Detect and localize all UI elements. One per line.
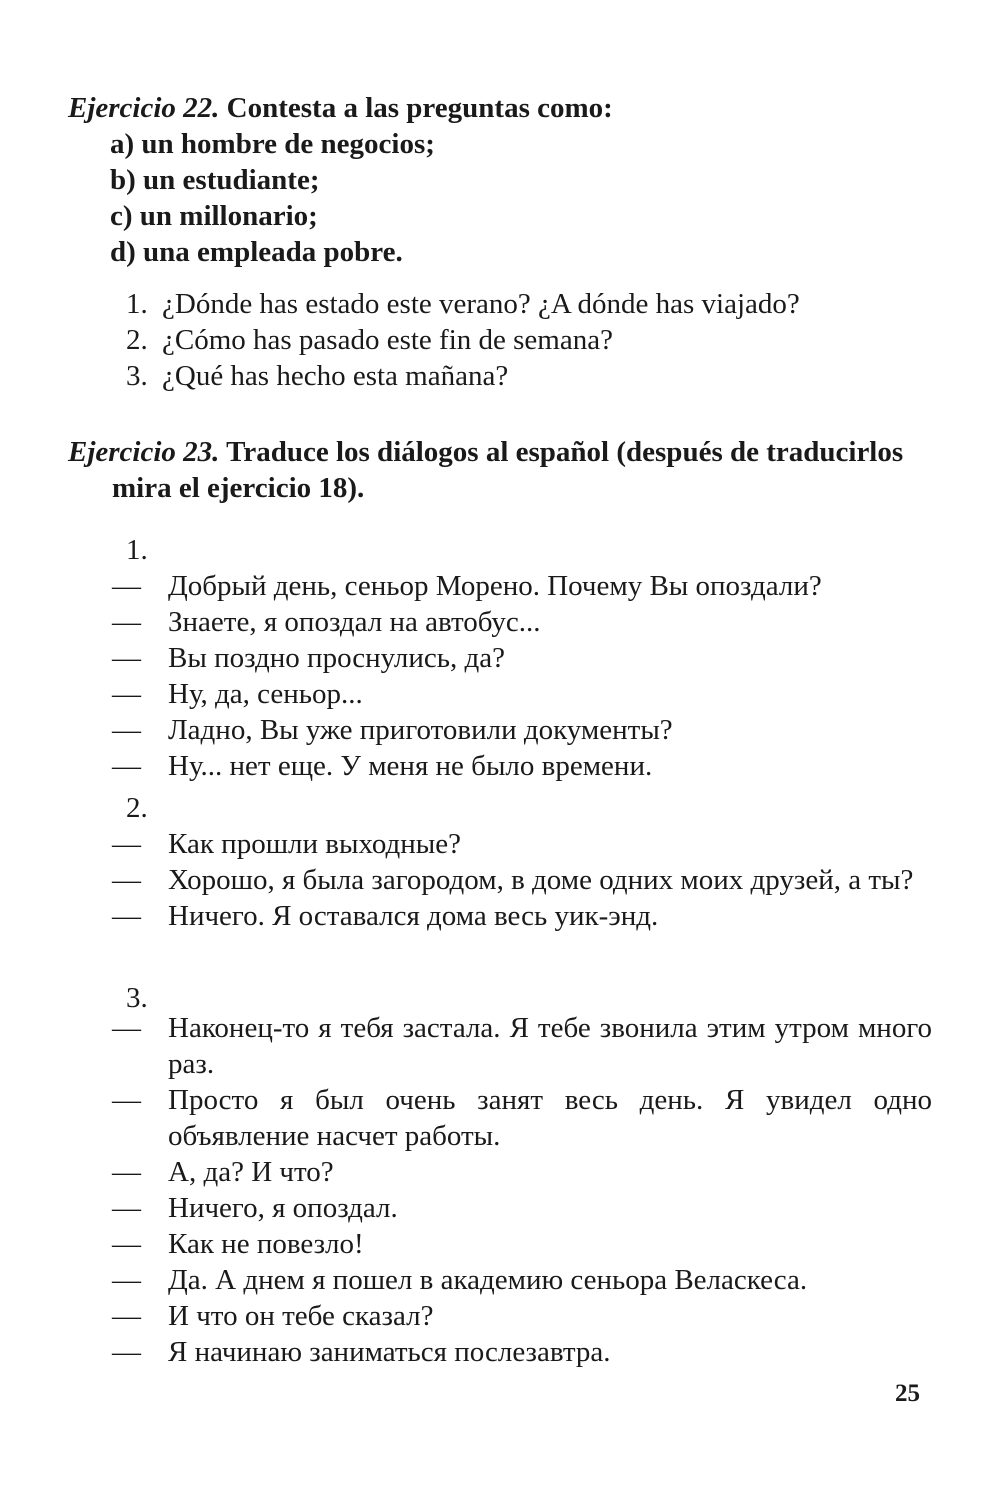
dash: — <box>112 1084 141 1116</box>
dialog-line-text: Как не повезло! <box>168 1228 364 1260</box>
dialog-line-text: Ничего, я опоздал. <box>168 1192 398 1224</box>
dialog-line-text: Добрый день, сеньор Морено. Почему Вы опоздали? <box>168 570 822 602</box>
dialog-line <box>112 604 932 640</box>
exercise-22-label: Ejercicio 22. <box>68 92 220 124</box>
question-text: ¿Cómo has pasado este fin de semana? <box>162 324 613 356</box>
option-c: c) un millonario; <box>110 200 318 232</box>
dialog-line-text: Вы поздно проснулись, да? <box>168 642 505 674</box>
dialog-1-number: 1. <box>126 534 148 566</box>
dialog-line <box>112 1190 932 1226</box>
dialog-line <box>112 748 932 784</box>
dialog-3-number: 3. <box>126 982 148 1014</box>
dash: — <box>112 1012 141 1044</box>
dialog-1 <box>112 568 932 784</box>
exercise-22-options <box>110 126 435 270</box>
dialog-line <box>112 1154 932 1190</box>
dash: — <box>112 570 141 602</box>
dash: — <box>112 1156 141 1188</box>
dialog-line <box>112 1226 932 1262</box>
question-item <box>126 286 800 322</box>
exercise-22-heading <box>68 90 928 126</box>
dialog-line-text: Наконец-то я тебя застала. Я тебе звонила этим утром много раз. <box>168 1012 932 1080</box>
exercise-22-questions <box>126 286 800 394</box>
exercise-23-heading <box>68 434 928 506</box>
exercise-23-title-line1: Traduce los diálogos al español (después de traducirlos <box>226 436 904 468</box>
dialog-line <box>112 1010 932 1082</box>
dialog-line <box>112 712 932 748</box>
exercise-23-title-line2: mira el ejercicio 18). <box>112 472 365 504</box>
dialog-3 <box>112 1010 932 1370</box>
dialog-line-text: А, да? И что? <box>168 1156 334 1188</box>
dialog-2-number: 2. <box>126 792 148 824</box>
dialog-line <box>112 862 932 898</box>
dialog-line-text: Ладно, Вы уже приготовили документы? <box>168 714 673 746</box>
option-d: d) una empleada pobre. <box>110 236 403 268</box>
exercise-22-title: Contesta a las preguntas como: <box>226 92 613 124</box>
dash: — <box>112 606 141 638</box>
dialog-line-text: Как прошли выходные? <box>168 828 462 860</box>
dialog-line <box>112 640 932 676</box>
dialog-line-text: Я начинаю заниматься послезавтра. <box>168 1336 611 1368</box>
dialog-line <box>112 676 932 712</box>
dialog-line-text: Просто я был очень занят весь день. Я увидел одно объявление насчет работы. <box>168 1084 932 1152</box>
dialog-line-text: Хорошо, я была загородом, в доме одних моих друзей, а ты? <box>168 864 914 896</box>
dash: — <box>112 900 141 932</box>
dialog-line-text: Ну... нет еще. У меня не было времени. <box>168 750 653 782</box>
question-number: 2. <box>126 324 148 356</box>
dialog-line <box>112 826 932 862</box>
dash: — <box>112 1336 141 1368</box>
dash: — <box>112 642 141 674</box>
question-item <box>126 358 800 394</box>
page-number: 25 <box>895 1380 920 1407</box>
question-text: ¿Dónde has estado este verano? ¿A dónde has viajado? <box>162 288 800 320</box>
dialog-line-text: И что он тебе сказал? <box>168 1300 434 1332</box>
question-item <box>126 322 800 358</box>
question-number: 1. <box>126 288 148 320</box>
dialog-line-text: Ничего. Я оставался дома весь уик-энд. <box>168 900 659 932</box>
question-number: 3. <box>126 360 148 392</box>
option-b: b) un estudiante; <box>110 164 320 196</box>
dash: — <box>112 1264 141 1296</box>
dash: — <box>112 1300 141 1332</box>
dialog-line <box>112 898 932 934</box>
dialog-2 <box>112 826 932 934</box>
option-a: a) un hombre de negocios; <box>110 128 435 160</box>
dialog-line <box>112 568 932 604</box>
dash: — <box>112 678 141 710</box>
exercise-23-label: Ejercicio 23. <box>68 436 220 468</box>
dialog-line <box>112 1334 932 1370</box>
dialog-line-text: Ну, да, сеньор... <box>168 678 363 710</box>
dash: — <box>112 1228 141 1260</box>
dialog-line <box>112 1082 932 1154</box>
dash: — <box>112 1192 141 1224</box>
dash: — <box>112 864 141 896</box>
dialog-line-text: Знаете, я опоздал на автобус... <box>168 606 541 638</box>
dialog-line-text: Да. А днем я пошел в академию сеньора Веласкеса. <box>168 1264 808 1296</box>
dash: — <box>112 828 141 860</box>
dash: — <box>112 750 141 782</box>
dialog-line <box>112 1262 932 1298</box>
question-text: ¿Qué has hecho esta mañana? <box>162 360 509 392</box>
dialog-line <box>112 1298 932 1334</box>
dash: — <box>112 714 141 746</box>
